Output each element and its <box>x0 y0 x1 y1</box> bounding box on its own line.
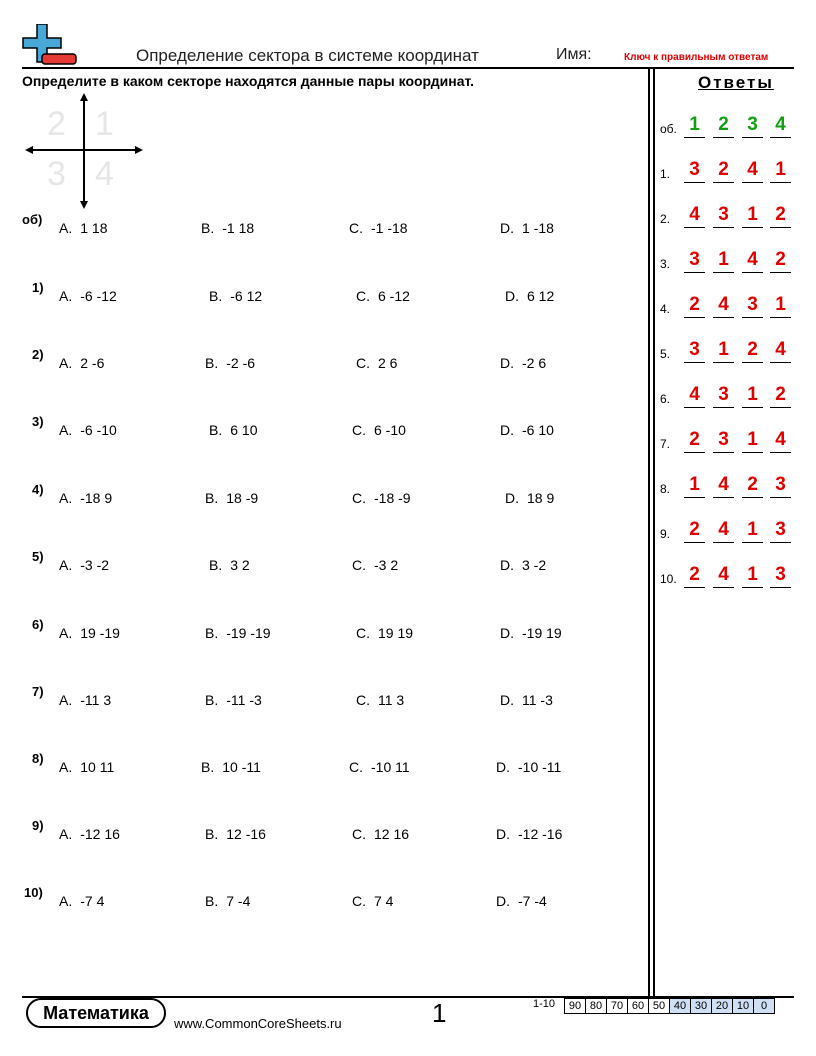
answer-option <box>496 759 561 775</box>
option-letter: B. <box>205 625 219 641</box>
answer-value: 1 <box>713 338 734 363</box>
option-coordinates: 18 9 <box>527 490 555 506</box>
answer-value: 1 <box>742 563 763 588</box>
option-coordinates: 6 -10 <box>374 422 406 438</box>
answer-row <box>660 515 800 543</box>
answer-row <box>660 290 800 318</box>
option-letter: D. <box>500 422 514 438</box>
problem-row <box>0 347 640 371</box>
answer-value: 2 <box>770 383 791 408</box>
answer-option <box>352 893 393 909</box>
answer-value: 4 <box>713 518 734 543</box>
answer-row-label: 6. <box>660 392 671 406</box>
answer-row-label: 5. <box>660 347 671 361</box>
answer-value: 1 <box>742 383 763 408</box>
name-label: Имя: <box>556 46 592 63</box>
answer-value: 4 <box>684 203 705 228</box>
option-coordinates: -18 9 <box>80 490 113 506</box>
answer-value: 3 <box>713 203 734 228</box>
answer-value: 2 <box>684 293 705 318</box>
option-letter: B. <box>201 220 215 236</box>
answer-option <box>500 625 562 641</box>
problem-row <box>0 684 640 708</box>
answer-option <box>59 625 120 641</box>
option-letter: C. <box>356 625 370 641</box>
option-coordinates: -6 12 <box>230 288 263 304</box>
answer-option <box>59 557 109 573</box>
answer-option <box>59 826 120 842</box>
answer-row-label: 9. <box>660 527 671 541</box>
answer-row-label: 10. <box>660 572 677 586</box>
answer-option <box>505 490 554 506</box>
option-letter: D. <box>496 893 510 909</box>
answer-option <box>352 557 398 573</box>
option-coordinates: 10 -11 <box>222 759 261 775</box>
option-letter: B. <box>205 826 219 842</box>
answer-value: 2 <box>770 248 791 273</box>
column-divider <box>653 67 655 997</box>
option-letter: C. <box>356 692 370 708</box>
option-letter: D. <box>500 625 514 641</box>
option-letter: D. <box>500 692 514 708</box>
answer-option <box>59 893 104 909</box>
score-cell: 90 <box>565 999 586 1014</box>
answer-value: 3 <box>742 113 763 138</box>
answer-option <box>352 422 406 438</box>
option-coordinates: -6 -10 <box>80 422 117 438</box>
option-letter: D. <box>496 826 510 842</box>
coordinate-axes-diagram <box>25 93 143 209</box>
instructions: Определите в каком секторе находятся данные пары координат. <box>22 73 474 89</box>
answers-title: Ответы <box>698 73 774 92</box>
answer-option <box>205 826 266 842</box>
answer-value: 3 <box>713 383 734 408</box>
option-letter: C. <box>349 220 363 236</box>
site-url: www.CommonCoreSheets.ru <box>174 1016 342 1031</box>
problem-row <box>0 751 640 775</box>
option-coordinates: -6 -12 <box>80 288 117 304</box>
option-letter: C. <box>352 422 366 438</box>
option-coordinates: -2 6 <box>522 355 547 371</box>
answer-key-label: Ключ к правильным ответам <box>624 52 769 63</box>
answer-value: 4 <box>770 428 791 453</box>
option-letter: A. <box>59 625 73 641</box>
option-letter: C. <box>352 826 366 842</box>
problem-number: 3) <box>32 414 44 429</box>
answer-row-label: 4. <box>660 302 671 316</box>
option-coordinates: 1 18 <box>80 220 108 236</box>
problem-number: 8) <box>32 751 44 766</box>
answer-value: 2 <box>684 518 705 543</box>
score-cell: 70 <box>607 999 628 1014</box>
answer-option <box>205 625 271 641</box>
header-divider <box>22 67 794 69</box>
answer-value: 4 <box>713 473 734 498</box>
option-letter: C. <box>356 355 370 371</box>
problem-row <box>0 280 640 304</box>
answer-row-label: 7. <box>660 437 671 451</box>
quadrant-label-2: 2 <box>47 105 66 143</box>
answer-option <box>505 288 554 304</box>
answer-row <box>660 245 800 273</box>
score-cell: 20 <box>712 999 733 1014</box>
score-range-label: 1-10 <box>533 998 556 1010</box>
answer-value: 1 <box>742 518 763 543</box>
answer-row-label: 1. <box>660 167 671 181</box>
option-letter: C. <box>352 557 366 573</box>
option-coordinates: -10 11 <box>371 759 410 775</box>
answer-row <box>660 155 800 183</box>
answer-option <box>209 422 257 438</box>
option-coordinates: -2 -6 <box>226 355 256 371</box>
quadrant-label-4: 4 <box>95 155 114 193</box>
logo-icon <box>22 24 78 68</box>
problem-number: об) <box>22 212 43 227</box>
option-letter: C. <box>352 893 366 909</box>
answer-option <box>205 355 255 371</box>
option-coordinates: 3 -2 <box>522 557 547 573</box>
answer-option <box>496 826 562 842</box>
answer-value: 2 <box>713 158 734 183</box>
option-coordinates: 2 -6 <box>80 355 105 371</box>
option-coordinates: -3 2 <box>374 557 399 573</box>
answer-option <box>59 355 104 371</box>
option-letter: C. <box>352 490 366 506</box>
answer-value: 3 <box>770 563 791 588</box>
problem-number: 7) <box>32 684 44 699</box>
option-coordinates: 19 19 <box>378 625 414 641</box>
option-coordinates: 6 10 <box>230 422 258 438</box>
option-letter: B. <box>205 893 219 909</box>
problem-row <box>0 414 640 438</box>
answer-option <box>349 220 408 236</box>
problem-number: 6) <box>32 617 44 632</box>
answer-option <box>500 557 546 573</box>
problem-row <box>0 818 640 842</box>
answer-row-label: 2. <box>660 212 671 226</box>
answer-option <box>356 692 404 708</box>
option-letter: B. <box>205 692 219 708</box>
answer-option <box>496 893 547 909</box>
answer-row <box>660 560 800 588</box>
option-letter: A. <box>59 220 73 236</box>
option-coordinates: 18 -9 <box>226 490 259 506</box>
column-divider <box>648 67 650 997</box>
answer-value: 1 <box>770 293 791 318</box>
answer-option <box>201 220 254 236</box>
score-cell: 60 <box>628 999 649 1014</box>
problem-row <box>0 482 640 506</box>
answer-option <box>500 220 554 236</box>
answer-value: 3 <box>742 293 763 318</box>
option-coordinates: 1 -18 <box>522 220 554 236</box>
option-letter: B. <box>209 422 223 438</box>
score-cell: 30 <box>691 999 712 1014</box>
option-letter: A. <box>59 692 73 708</box>
answer-option <box>59 692 111 708</box>
problem-number: 2) <box>32 347 44 362</box>
option-letter: A. <box>59 355 73 371</box>
answer-option <box>500 355 546 371</box>
option-letter: D. <box>505 490 519 506</box>
option-letter: D. <box>505 288 519 304</box>
option-coordinates: -19 19 <box>522 625 562 641</box>
option-coordinates: 6 -12 <box>378 288 410 304</box>
answer-value: 2 <box>684 428 705 453</box>
answer-value: 3 <box>770 518 791 543</box>
brand-badge: Математика <box>26 998 166 1028</box>
answer-value: 4 <box>713 563 734 588</box>
option-coordinates: -12 -16 <box>518 826 563 842</box>
score-cell: 40 <box>670 999 691 1014</box>
option-letter: A. <box>59 288 73 304</box>
score-cell: 80 <box>586 999 607 1014</box>
option-letter: B. <box>205 355 219 371</box>
answer-option <box>500 422 554 438</box>
option-letter: A. <box>59 893 73 909</box>
page-number: 1 <box>432 998 447 1028</box>
answer-option <box>356 625 413 641</box>
option-coordinates: 7 4 <box>374 893 394 909</box>
problem-row <box>0 617 640 641</box>
answer-option <box>205 692 262 708</box>
problem-row <box>0 212 640 236</box>
answer-row-label: 8. <box>660 482 671 496</box>
quadrant-label-1: 1 <box>95 105 114 143</box>
option-letter: A. <box>59 557 73 573</box>
option-letter: A. <box>59 759 73 775</box>
option-letter: D. <box>496 759 510 775</box>
score-cell: 50 <box>649 999 670 1014</box>
problem-number: 5) <box>32 549 44 564</box>
option-coordinates: 3 2 <box>230 557 250 573</box>
answer-value: 2 <box>770 203 791 228</box>
answer-option <box>59 759 114 775</box>
quadrant-label-3: 3 <box>47 155 66 193</box>
option-letter: D. <box>500 557 514 573</box>
option-coordinates: -19 -19 <box>226 625 271 641</box>
answer-option <box>209 288 262 304</box>
answer-value: 1 <box>684 113 705 138</box>
option-letter: C. <box>356 288 370 304</box>
answer-option <box>356 288 410 304</box>
option-coordinates: 11 3 <box>378 692 405 708</box>
answer-option <box>59 490 112 506</box>
option-letter: A. <box>59 490 73 506</box>
answer-row-label: об. <box>660 122 677 136</box>
option-letter: B. <box>205 490 219 506</box>
option-coordinates: 12 16 <box>374 826 410 842</box>
problem-number: 9) <box>32 818 44 833</box>
answer-value: 2 <box>684 563 705 588</box>
answer-value: 4 <box>713 293 734 318</box>
option-coordinates: -6 10 <box>522 422 554 438</box>
answer-option <box>352 490 411 506</box>
answer-row <box>660 425 800 453</box>
problem-number: 1) <box>32 280 44 295</box>
option-coordinates: -1 18 <box>222 220 255 236</box>
answer-option <box>349 759 410 775</box>
option-letter: B. <box>209 288 223 304</box>
score-cell: 0 <box>754 999 775 1014</box>
answer-value: 3 <box>713 428 734 453</box>
answer-option <box>205 893 250 909</box>
answer-option <box>356 355 397 371</box>
answer-value: 4 <box>684 383 705 408</box>
option-coordinates: 11 -3 <box>522 692 553 708</box>
option-letter: A. <box>59 422 73 438</box>
option-coordinates: -18 -9 <box>374 490 411 506</box>
option-letter: B. <box>201 759 215 775</box>
problem-number: 10) <box>24 885 43 900</box>
answer-value: 4 <box>770 338 791 363</box>
answer-row <box>660 110 800 138</box>
answer-value: 1 <box>742 203 763 228</box>
answer-row <box>660 335 800 363</box>
answer-value: 3 <box>684 248 705 273</box>
answer-value: 2 <box>742 338 763 363</box>
option-coordinates: 12 -16 <box>226 826 266 842</box>
option-coordinates: 19 -19 <box>80 625 120 641</box>
option-letter: D. <box>500 220 514 236</box>
option-coordinates: -7 -4 <box>518 893 547 909</box>
answer-option <box>59 288 117 304</box>
answer-value: 4 <box>742 248 763 273</box>
option-letter: C. <box>349 759 363 775</box>
score-table <box>564 998 775 1014</box>
option-coordinates: -11 3 <box>80 692 112 708</box>
problem-row <box>0 549 640 573</box>
answer-option <box>201 759 261 775</box>
score-cell: 10 <box>733 999 754 1014</box>
worksheet-title: Определение сектора в системе координат <box>136 46 479 65</box>
answer-option <box>59 422 117 438</box>
answer-option <box>205 490 258 506</box>
option-letter: A. <box>59 826 73 842</box>
option-coordinates: -1 -18 <box>371 220 408 236</box>
answer-value: 3 <box>684 338 705 363</box>
answer-row <box>660 380 800 408</box>
answer-value: 1 <box>684 473 705 498</box>
answer-option <box>500 692 553 708</box>
option-letter: B. <box>209 557 223 573</box>
answer-row <box>660 470 800 498</box>
answer-option <box>352 826 409 842</box>
option-coordinates: 6 12 <box>527 288 555 304</box>
option-coordinates: -11 -3 <box>226 692 262 708</box>
option-coordinates: 10 11 <box>80 759 115 775</box>
answer-option <box>59 220 107 236</box>
option-coordinates: -7 4 <box>80 893 105 909</box>
option-letter: D. <box>500 355 514 371</box>
answer-option <box>209 557 250 573</box>
option-coordinates: -10 -11 <box>518 759 562 775</box>
problem-number: 4) <box>32 482 44 497</box>
answer-value: 3 <box>684 158 705 183</box>
option-coordinates: 2 6 <box>378 355 398 371</box>
answer-value: 2 <box>742 473 763 498</box>
answer-value: 1 <box>742 428 763 453</box>
answer-value: 4 <box>742 158 763 183</box>
answer-value: 1 <box>713 248 734 273</box>
option-coordinates: -12 16 <box>80 826 120 842</box>
answer-value: 1 <box>770 158 791 183</box>
option-coordinates: -3 -2 <box>80 557 110 573</box>
answer-row-label: 3. <box>660 257 671 271</box>
answer-row <box>660 200 800 228</box>
answer-value: 2 <box>713 113 734 138</box>
option-coordinates: 7 -4 <box>226 893 251 909</box>
problem-row <box>0 885 640 909</box>
answer-value: 3 <box>770 473 791 498</box>
answer-value: 4 <box>770 113 791 138</box>
